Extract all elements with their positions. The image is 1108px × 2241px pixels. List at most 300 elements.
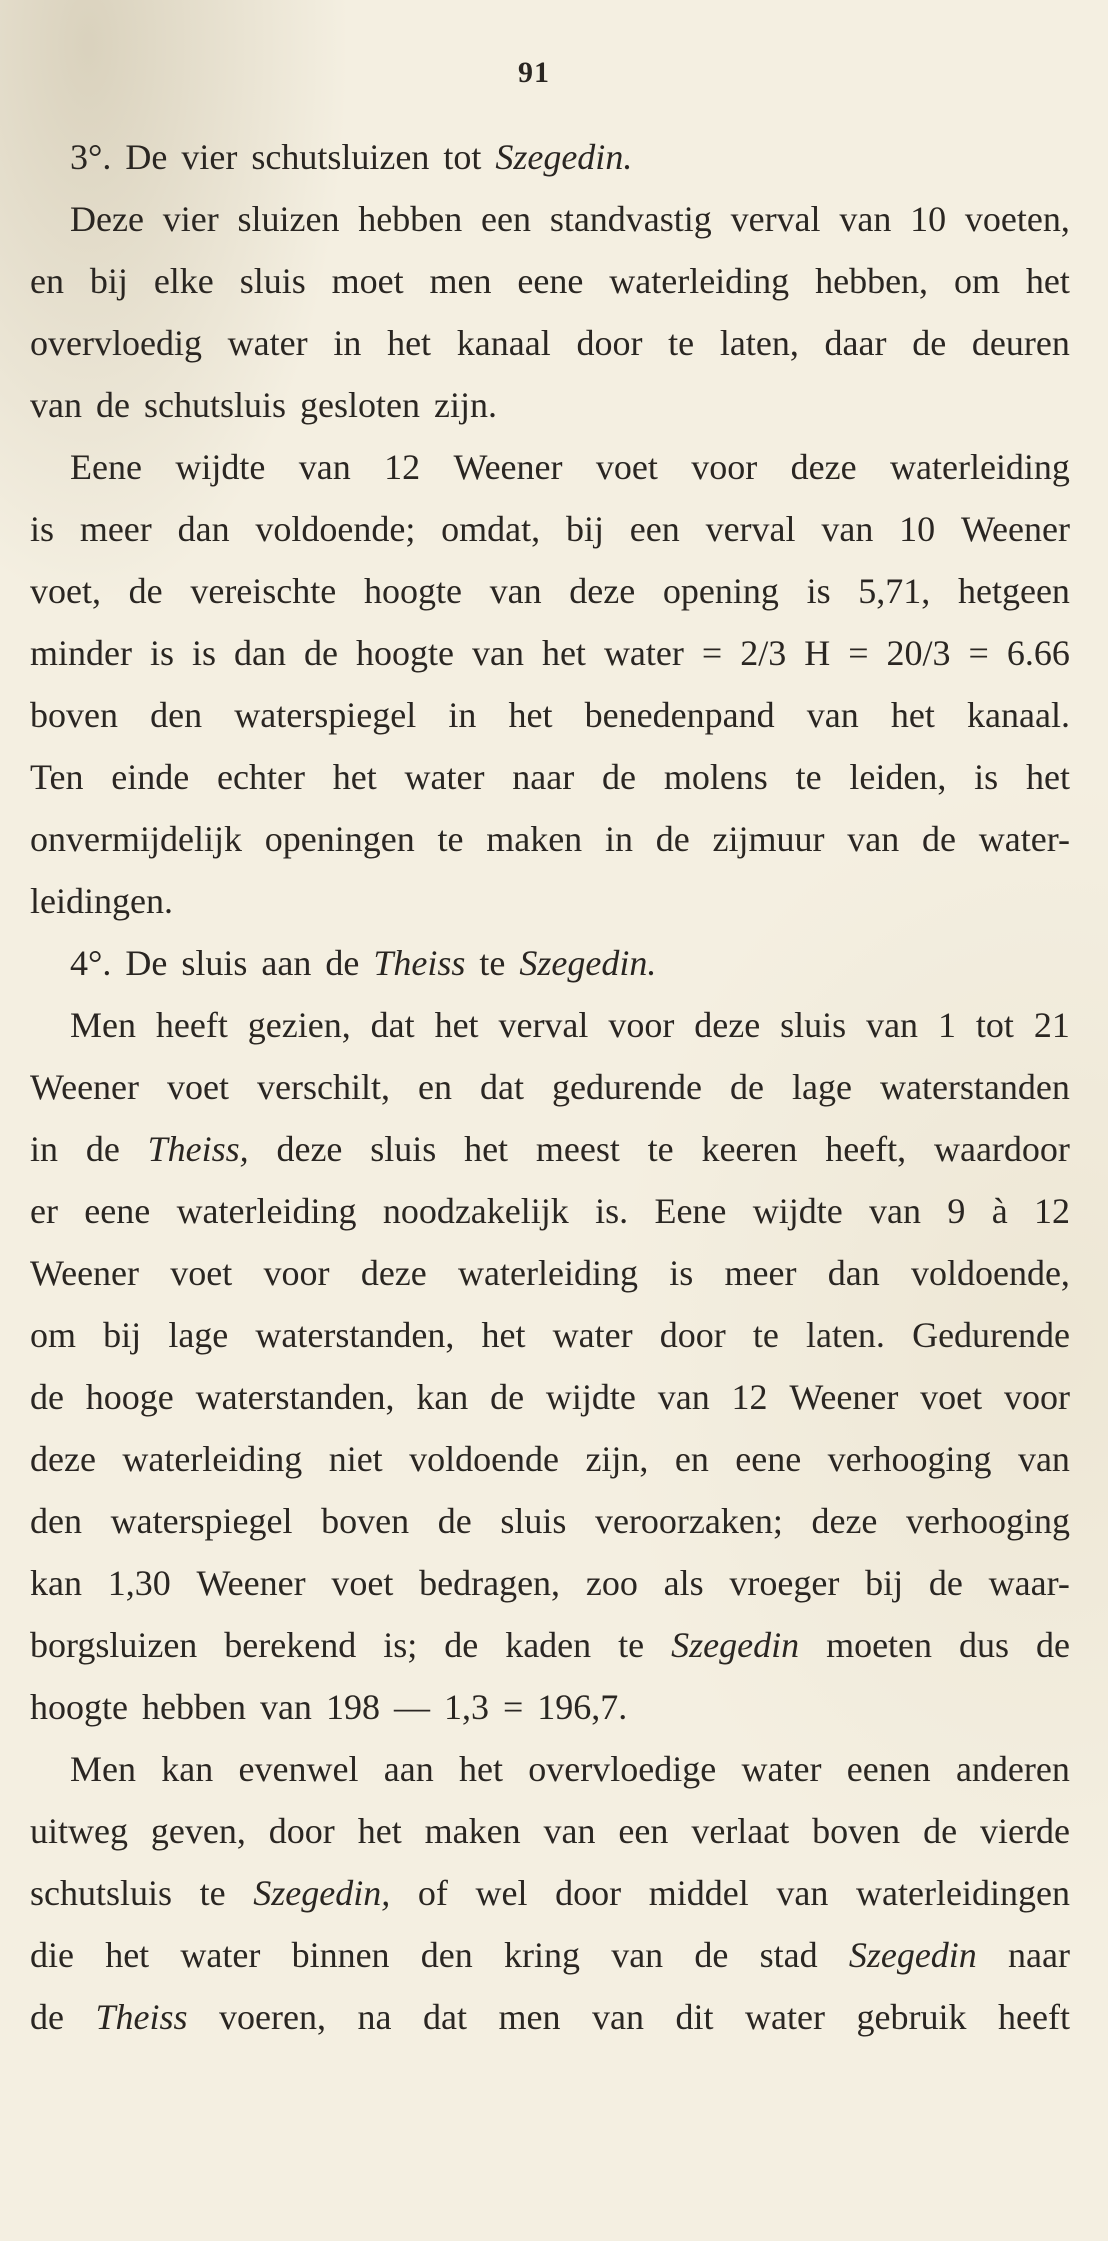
word: den — [420, 1935, 473, 1975]
word: Ten — [30, 757, 84, 797]
word: door — [555, 1873, 622, 1913]
word: molens — [663, 757, 768, 797]
word: vroeger — [729, 1563, 840, 1603]
word: gedurende — [552, 1067, 702, 1107]
word: dit — [675, 1997, 714, 2037]
word: van — [847, 819, 900, 859]
word: de — [928, 1563, 963, 1603]
word: van — [869, 1191, 922, 1231]
word: door — [268, 1811, 335, 1851]
word: waterleiding — [890, 447, 1070, 487]
word: waterleiding — [176, 1191, 357, 1231]
word: waterleidingen — [856, 1873, 1070, 1913]
word: te — [668, 323, 695, 363]
word: leidingen. — [30, 881, 173, 921]
word: dan — [234, 633, 286, 673]
word: de — [85, 1129, 120, 1169]
word: deze — [569, 571, 636, 611]
text-line — [30, 1118, 1070, 1180]
word: Szegedin — [671, 1625, 800, 1665]
word: is — [30, 509, 55, 549]
word: voldoende, — [910, 1253, 1070, 1293]
word: te — [199, 1873, 226, 1913]
word: om — [953, 261, 1000, 301]
word: van — [866, 1005, 919, 1045]
word: dat — [423, 1997, 467, 2037]
text-line — [30, 560, 1070, 622]
word: hebben — [358, 199, 463, 239]
word: voor — [608, 1005, 675, 1045]
word: en — [674, 1439, 709, 1479]
text-line — [30, 1552, 1070, 1614]
word: hoogte — [30, 1687, 128, 1727]
word: gezien, — [247, 1005, 351, 1045]
word: 20/3 — [886, 633, 951, 673]
word: het — [890, 695, 935, 735]
word: 10 — [910, 199, 947, 239]
word: verhooging — [827, 1439, 992, 1479]
word: 12 — [731, 1377, 768, 1417]
word: eene — [517, 261, 584, 301]
word: door — [576, 323, 643, 363]
word: vier — [162, 199, 219, 239]
word: moeten — [826, 1625, 933, 1665]
word: van — [298, 447, 351, 487]
word: voet — [331, 1563, 394, 1603]
word: boven — [812, 1811, 901, 1851]
word: 12 — [384, 447, 421, 487]
section-heading — [30, 932, 1070, 994]
word: schutsluis — [143, 385, 286, 425]
word: het — [434, 1005, 479, 1045]
word: van — [657, 1377, 710, 1417]
word: water — [745, 1997, 825, 2037]
word: binnen — [291, 1935, 390, 1975]
word: de — [655, 819, 690, 859]
word: heeft — [155, 1005, 228, 1045]
word: middel — [648, 1873, 749, 1913]
text-line — [30, 250, 1070, 312]
word: vierde — [979, 1811, 1070, 1851]
word: einde — [111, 757, 190, 797]
word: water — [552, 1315, 633, 1355]
word: sluis — [500, 1501, 567, 1541]
word: voeren, — [219, 1997, 326, 2037]
word: bij — [89, 261, 128, 301]
word: verschilt, — [257, 1067, 391, 1107]
text-line — [30, 746, 1070, 808]
word: verhooging — [906, 1501, 1070, 1541]
word: Weener — [960, 509, 1070, 549]
word: moet — [331, 261, 404, 301]
word: waar- — [988, 1563, 1070, 1603]
word: en — [418, 1067, 453, 1107]
word: dus — [959, 1625, 1010, 1665]
word: zijn, — [585, 1439, 649, 1479]
word: water — [227, 323, 308, 363]
word: voet — [595, 447, 658, 487]
word: deze — [694, 1005, 761, 1045]
word: Weener — [30, 1067, 140, 1107]
word: 6.66 — [1006, 633, 1070, 673]
text-line — [30, 188, 1070, 250]
word: voldoende; — [255, 509, 416, 549]
word: in — [604, 819, 633, 859]
word: kan — [161, 1749, 214, 1789]
word: Theiss — [95, 1997, 188, 2037]
word: het — [1025, 261, 1070, 301]
word: het — [1025, 757, 1070, 797]
word: hoogte — [355, 633, 454, 673]
word: 1,3 — [443, 1687, 489, 1727]
text-line — [30, 498, 1070, 560]
page-number: 91 — [518, 56, 550, 89]
word: is — [806, 571, 831, 611]
word: dan — [827, 1253, 880, 1293]
word: is — [149, 633, 174, 673]
word: elke — [153, 261, 214, 301]
word: Szegedin. — [519, 943, 657, 983]
text-line — [30, 1800, 1070, 1862]
word: van — [543, 1811, 596, 1851]
text-line — [30, 622, 1070, 684]
word: 3°. — [70, 137, 112, 177]
word: eene — [735, 1439, 802, 1479]
word: eenen — [846, 1749, 931, 1789]
word: men — [498, 1997, 561, 2037]
word: door — [659, 1315, 726, 1355]
word: deze — [811, 1501, 878, 1541]
word: laten, — [719, 323, 799, 363]
word: vereischte — [190, 571, 337, 611]
word: is. — [595, 1191, 629, 1231]
word: 2/3 — [740, 633, 787, 673]
word: de — [30, 1377, 64, 1417]
word: de — [912, 323, 947, 363]
word: dat — [480, 1067, 525, 1107]
text-line — [30, 1242, 1070, 1304]
word: laten. — [805, 1315, 885, 1355]
word: de — [95, 385, 130, 425]
word: waterstanden, — [255, 1315, 455, 1355]
word: de — [490, 1377, 525, 1417]
word: de — [921, 819, 956, 859]
word: deze — [360, 1253, 427, 1293]
word: hebben — [141, 1687, 246, 1727]
word: water — [180, 1935, 261, 1975]
word: echter — [217, 757, 305, 797]
word: of — [417, 1873, 448, 1913]
word: van — [259, 1687, 312, 1727]
word: den — [30, 1501, 82, 1541]
word: voor — [263, 1253, 330, 1293]
word: deze — [790, 447, 857, 487]
word: die — [30, 1935, 74, 1975]
word: 9 — [947, 1191, 966, 1231]
word: waterspiegel — [234, 695, 417, 735]
word: schutsluis — [30, 1873, 173, 1913]
word: hebben, — [815, 261, 929, 301]
word: Eene — [654, 1191, 727, 1231]
word: de — [1036, 1625, 1070, 1665]
word: de — [30, 1997, 64, 2037]
word: zijn. — [433, 385, 497, 425]
word: 196,7. — [537, 1687, 628, 1727]
text-line — [30, 1676, 1070, 1738]
word: De — [125, 137, 168, 177]
word: uitweg — [30, 1811, 128, 1851]
word: berekend — [224, 1625, 357, 1665]
word: 12 — [1034, 1191, 1070, 1231]
word: bedragen, — [419, 1563, 561, 1603]
section-heading — [30, 126, 1070, 188]
body-text — [30, 126, 1070, 2048]
word: de — [437, 1501, 472, 1541]
word: in — [448, 695, 477, 735]
word: borgsluizen — [30, 1625, 198, 1665]
word: na — [357, 1997, 392, 2037]
word: er — [30, 1191, 58, 1231]
word: kan — [416, 1377, 469, 1417]
word: een — [629, 509, 680, 549]
word: gesloten — [299, 385, 420, 425]
word: het — [508, 695, 553, 735]
word: Szegedin. — [495, 137, 633, 177]
word: overvloedig — [30, 323, 202, 363]
word: het — [481, 1315, 526, 1355]
word: naar — [1008, 1935, 1070, 1975]
word: de — [923, 1811, 958, 1851]
word: bij — [565, 509, 604, 549]
text-line — [30, 1490, 1070, 1552]
word: eene — [84, 1191, 151, 1231]
word: anderen — [955, 1749, 1070, 1789]
text-line — [30, 1056, 1070, 1118]
word: waterleiding — [458, 1253, 638, 1293]
word: omdat, — [441, 509, 541, 549]
word: te — [795, 757, 822, 797]
word: waterstanden — [879, 1067, 1070, 1107]
word: 21 — [1033, 1005, 1070, 1045]
word: 10 — [899, 509, 936, 549]
word: boven — [30, 695, 118, 735]
word: in — [333, 323, 362, 363]
word: zoo — [585, 1563, 638, 1603]
word: deze — [276, 1129, 343, 1169]
text-line — [30, 684, 1070, 746]
word: den — [150, 695, 203, 735]
word: verval — [498, 1005, 589, 1045]
word: voldoende — [409, 1439, 560, 1479]
word: van — [806, 695, 859, 735]
word: van — [839, 199, 892, 239]
word: 198 — [325, 1687, 380, 1727]
text-line — [30, 1428, 1070, 1490]
word: daar — [824, 323, 887, 363]
word: het — [541, 633, 586, 673]
word: in — [30, 1129, 59, 1169]
word: H — [804, 633, 831, 673]
word: à — [991, 1191, 1008, 1231]
word: evenwel — [238, 1749, 359, 1789]
word: wijdte — [175, 447, 266, 487]
word: meer — [724, 1253, 797, 1293]
word: kring — [503, 1935, 580, 1975]
word: van — [592, 1997, 644, 2037]
word: men — [429, 261, 492, 301]
word: 1,30 — [107, 1563, 171, 1603]
word: 5,71, — [858, 571, 931, 611]
word: voet — [170, 1253, 233, 1293]
word: hetgeen — [957, 571, 1070, 611]
word: niet — [328, 1439, 383, 1479]
text-line — [30, 1304, 1070, 1366]
word: heeft — [998, 1997, 1070, 2037]
word: tot — [443, 137, 482, 177]
word: is — [669, 1253, 694, 1293]
word: minder — [30, 633, 132, 673]
word: het — [459, 1749, 503, 1789]
word: maken — [486, 819, 583, 859]
word: van — [30, 385, 82, 425]
word: van — [1017, 1439, 1070, 1479]
word: water — [741, 1749, 822, 1789]
word: sluizen — [237, 199, 340, 239]
word: deze — [30, 1439, 96, 1479]
word: kan — [30, 1563, 82, 1603]
word: meer — [79, 509, 152, 549]
text-line — [30, 808, 1070, 870]
word: te — [437, 819, 464, 859]
word: zijmuur — [712, 819, 825, 859]
word: wijdte — [752, 1191, 843, 1231]
word: veroorzaken; — [594, 1501, 783, 1541]
word: hoogte — [363, 571, 462, 611]
word: = — [701, 633, 723, 673]
word: Men — [70, 1749, 136, 1789]
word: wel — [475, 1873, 528, 1913]
word: Men — [70, 1005, 136, 1045]
text-line — [30, 1986, 1070, 2048]
word: voeten, — [964, 199, 1070, 239]
word: heeft, — [825, 1129, 907, 1169]
word: Szegedin, — [253, 1873, 391, 1913]
word: voet — [167, 1067, 230, 1107]
word: is — [974, 757, 999, 797]
word: sluis — [181, 943, 248, 983]
word: de — [304, 633, 338, 673]
word: overvloedige — [528, 1749, 717, 1789]
word: dan — [177, 509, 230, 549]
word: hooge — [85, 1377, 174, 1417]
word: keeren — [701, 1129, 798, 1169]
word: meest — [535, 1129, 620, 1169]
word: wijdte — [545, 1377, 636, 1417]
text-line — [30, 1862, 1070, 1924]
word: onvermijdelijk — [30, 819, 242, 859]
text-line — [30, 1180, 1070, 1242]
word: bij — [103, 1315, 142, 1355]
word: tot — [975, 1005, 1014, 1045]
word: = — [502, 1687, 524, 1727]
word: van — [776, 1873, 829, 1913]
word: Gedurende — [912, 1315, 1070, 1355]
word: maken — [424, 1811, 521, 1851]
word: de — [729, 1067, 764, 1107]
word: van — [611, 1935, 664, 1975]
word: de — [325, 943, 360, 983]
word: de — [444, 1625, 479, 1665]
word: om — [30, 1315, 77, 1355]
word: waterleiding — [609, 261, 790, 301]
word: van — [821, 509, 874, 549]
word: — — [393, 1687, 430, 1727]
word: sluis — [239, 261, 306, 301]
word: een — [618, 1811, 669, 1851]
word: Weener — [196, 1563, 306, 1603]
word: opening — [662, 571, 779, 611]
word: Weener — [789, 1377, 899, 1417]
word: verlaat — [691, 1811, 790, 1851]
word: boven — [321, 1501, 410, 1541]
word: voet, — [30, 571, 101, 611]
word: kanaal. — [967, 695, 1070, 735]
word: waterleiding — [122, 1439, 303, 1479]
word: kanaal — [456, 323, 551, 363]
word: Deze — [70, 199, 144, 239]
word: te — [647, 1129, 674, 1169]
word: de — [128, 571, 163, 611]
text-line — [30, 1924, 1070, 1986]
word: De — [125, 943, 168, 983]
text-line — [30, 1366, 1070, 1428]
word: voor — [1003, 1377, 1070, 1417]
text-line — [30, 436, 1070, 498]
word: = — [848, 633, 869, 673]
word: stad — [759, 1935, 818, 1975]
word: schutsluizen — [251, 137, 430, 177]
word: Eene — [70, 447, 142, 487]
text-line — [30, 994, 1070, 1056]
word: is; — [383, 1625, 418, 1665]
word: Weener — [453, 447, 563, 487]
word: sluis — [370, 1129, 437, 1169]
word: het — [332, 757, 377, 797]
word: voor — [691, 447, 758, 487]
word: aan — [383, 1749, 434, 1789]
word: naar — [512, 757, 575, 797]
word: Szegedin — [848, 1935, 977, 1975]
word: lage — [791, 1067, 852, 1107]
word: verval — [705, 509, 796, 549]
text-line — [30, 1738, 1070, 1800]
word: waterstanden, — [195, 1377, 395, 1417]
word: kaden — [505, 1625, 592, 1665]
word: Weener — [30, 1253, 140, 1293]
word: te — [479, 943, 506, 983]
word: de — [602, 757, 637, 797]
text-line — [30, 374, 1070, 436]
word: = — [968, 633, 989, 673]
word: water — [603, 633, 684, 673]
word: gebruik — [856, 1997, 967, 2037]
word: en — [30, 261, 64, 301]
word: bij — [865, 1563, 904, 1603]
word: 4°. — [70, 943, 112, 983]
word: dat — [370, 1005, 415, 1045]
word: het — [105, 1935, 150, 1975]
text-line — [30, 312, 1070, 374]
